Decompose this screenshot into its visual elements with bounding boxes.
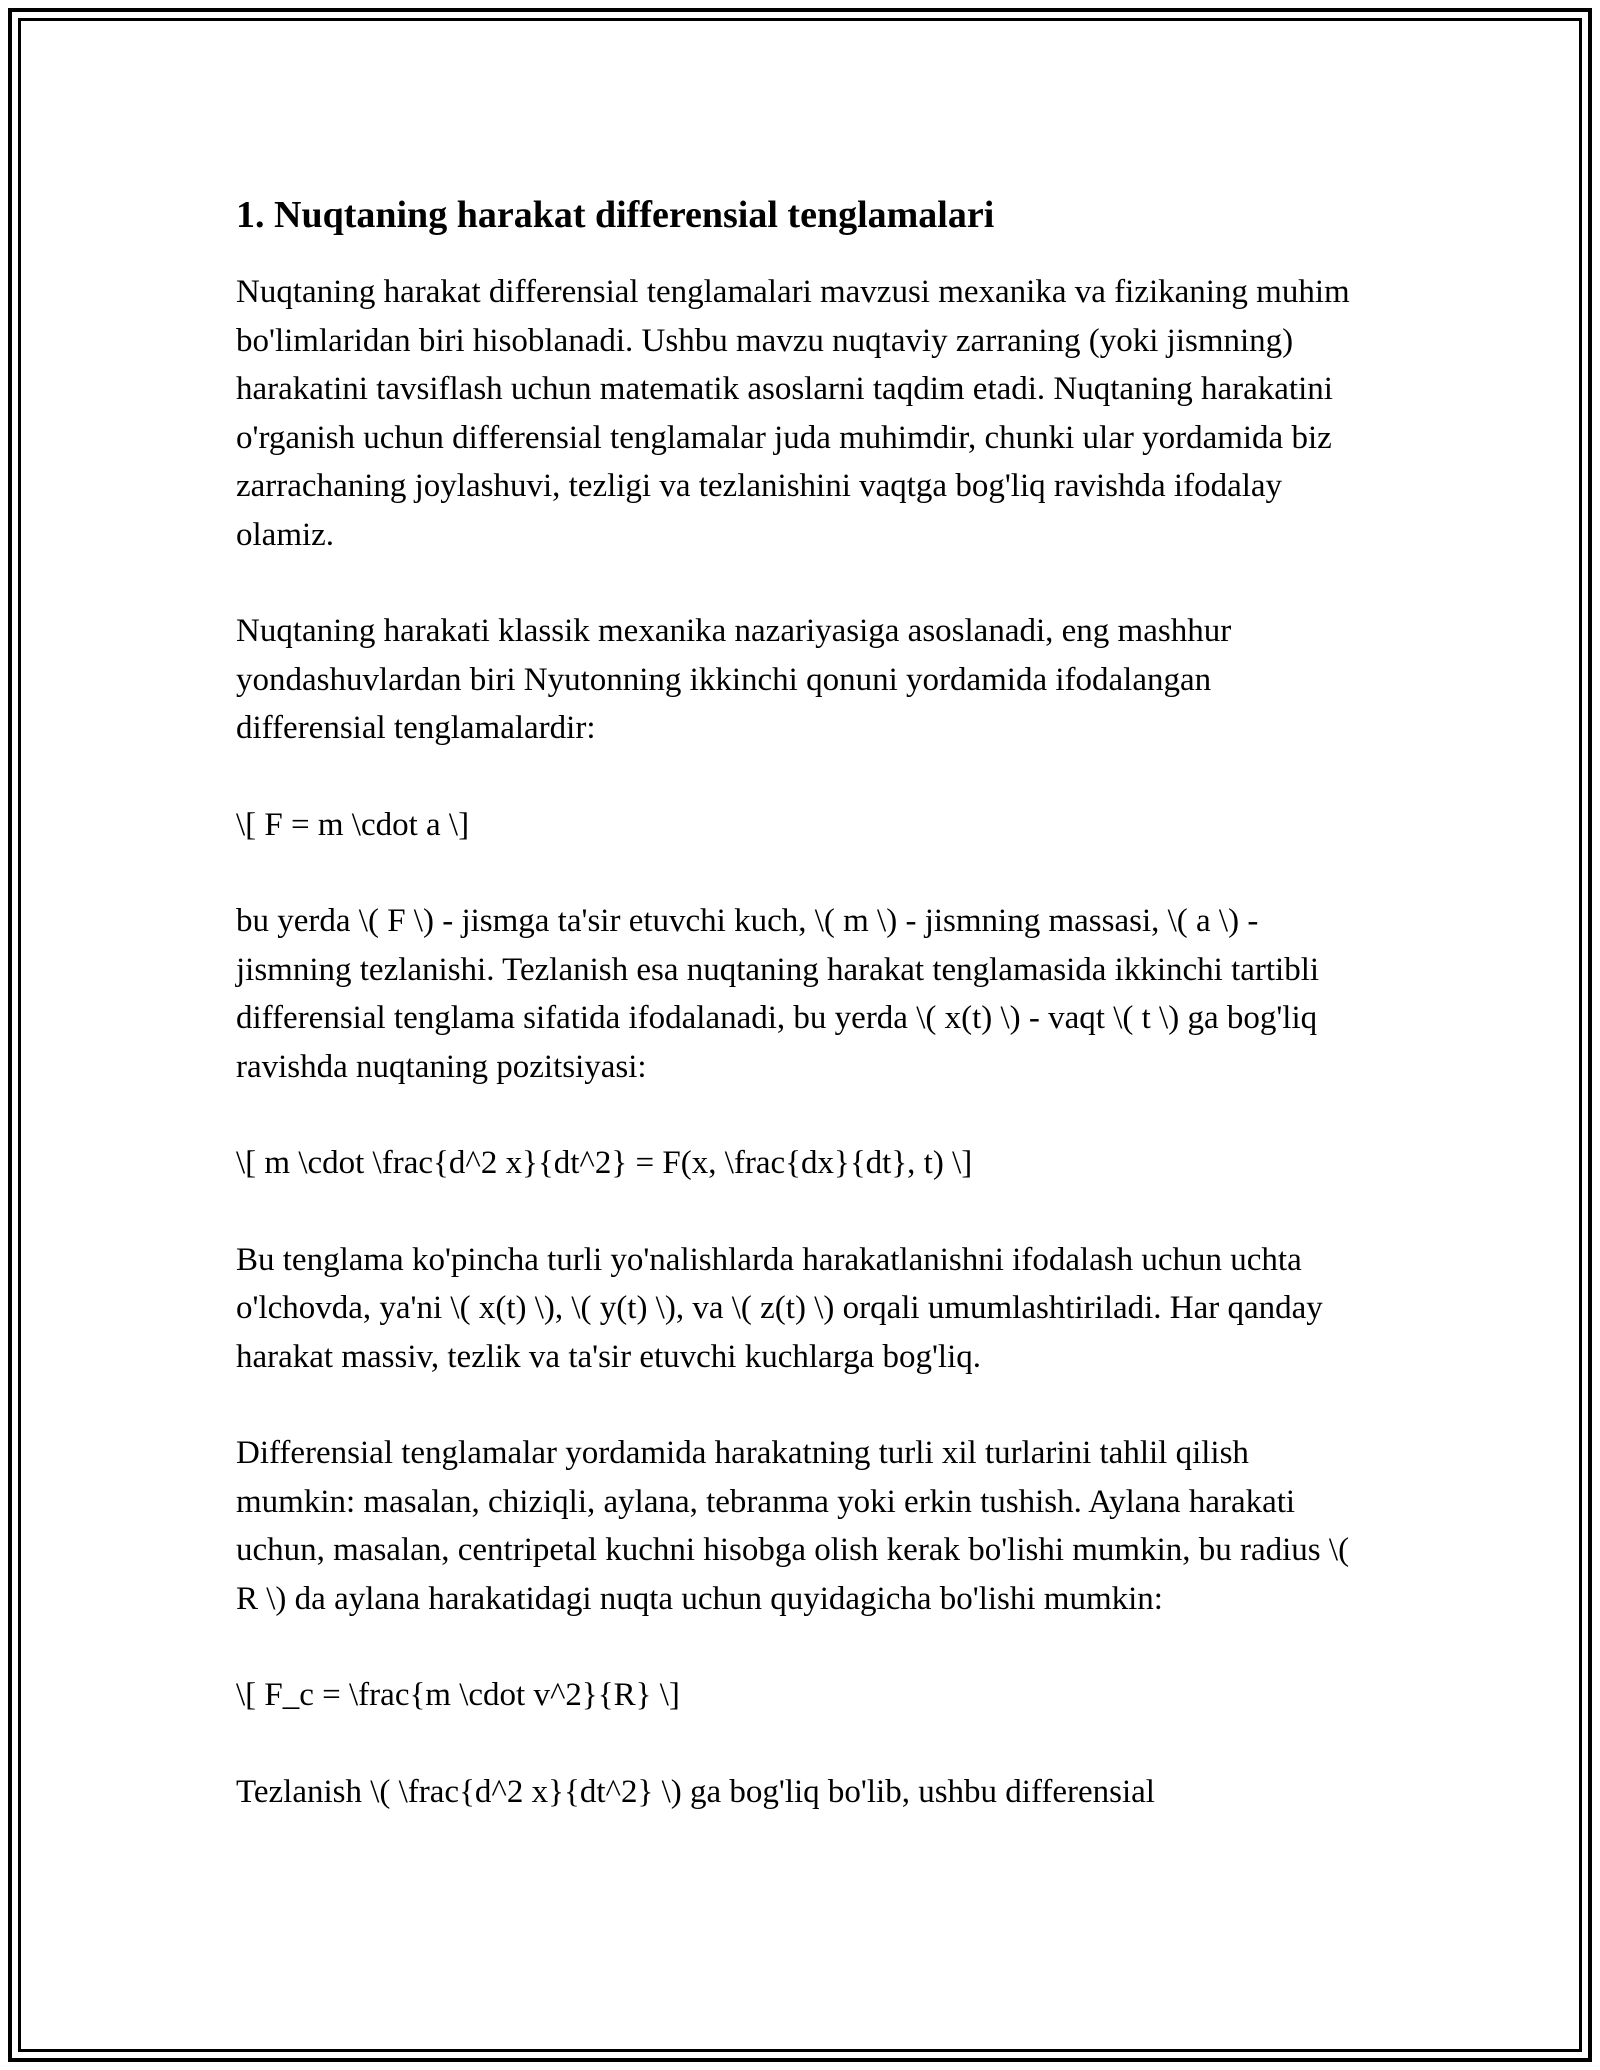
paragraph-intro: Nuqtaning harakat differensial tenglamalari mavzusi mexanika va fizikaning muhim bo'limlaridan biri hisoblanadi. Ushbu mavzu nuqtaviy zarraning (yoki jismning) harakatini tavsiflash uchun matematik asoslarni taqdim etadi. Nuqtaning harakatini o'rganish uchun differensial tenglamalar juda muhimdir, chunki ular yordamida biz zarrachaning joylashuvi, tezligi va tezlanishini vaqtga bog'liq ravishda ifodalay olamiz. (236, 274, 1350, 553)
paragraph-motion-types: Differensial tenglamalar yordamida harakatning turli xil turlarini tahlil qilish mumkin: masalan, chiziqli, aylana, tebranma yoki erkin tushish. Aylana harakati uchun, masalan, centripetal kuchni hisobga olish kerak bo'lishi mumkin, bu radius \( R \) da aylana harakatidagi nuqta uchun quyidagicha bo'lishi mumkin: (236, 1435, 1350, 1617)
document-title: 1. Nuqtaning harakat differensial tenglamalari (236, 194, 995, 236)
paragraph-definitions: bu yerda \( F \) - jismga ta'sir etuvchi kuch, \( m \) - jismning massasi, \( a \) - jismning tezlanishi. Tezlanish esa nuqtaning harakat tenglamasida ikkinchi tartibli differensial tenglama sifatida ifodalanadi, bu yerda \( x(t) \) - vaqt \( t \) ga bog'liq ravishda nuqtaning pozitsiyasi: (236, 903, 1320, 1085)
paragraph-newton: Nuqtaning harakati klassik mexanika nazariyasiga asoslanadi, eng mashhur yondashuvlardan biri Nyutonning ikkinchi qonuni yordamida ifodalangan differensial tenglamalardir: (236, 613, 1232, 746)
equation-centripetal-force: \[ F_c = \frac{m \cdot v^2}{R} \] (236, 1677, 680, 1713)
document-body (236, 188, 1366, 1864)
equation-motion: \[ m \cdot \frac{d^2 x}{dt^2} = F(x, \frac{dx}{dt}, t) \] (236, 1145, 973, 1181)
paragraph-acceleration: Tezlanish \( \frac{d^2 x}{dt^2} \) ga bog'liq bo'lib, ushbu differensial (236, 1773, 1155, 1810)
equation-newton-second-law: \[ F = m \cdot a \] (236, 806, 470, 843)
paragraph-three-dimensions: Bu tenglama ko'pincha turli yo'nalishlarda harakatlanishni ifodalash uchun uchta o'lchovda, ya'ni \( x(t) \), \( y(t) \), va \( z(t) \) orqali umumlashtiriladi. Har qanday harakat massiv, tezlik va ta'sir etuvchi kuchlarga bog'liq. (236, 1241, 1323, 1375)
